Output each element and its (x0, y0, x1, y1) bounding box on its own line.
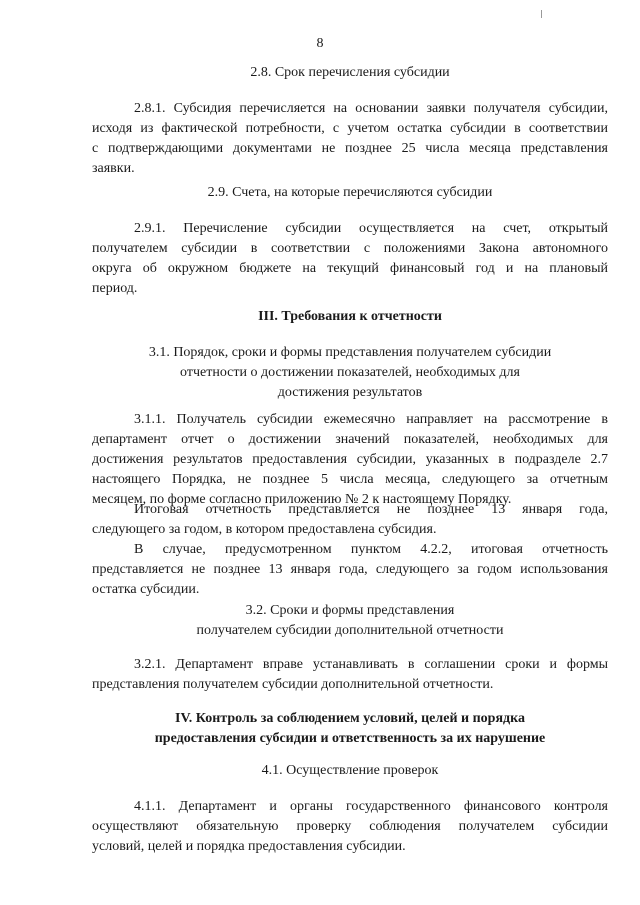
text-line: 4.1.1. Департамент и органы государственного финансового контроля (134, 799, 608, 814)
heading-line: IV. Контроль за соблюдением условий, целей и порядка (175, 711, 525, 726)
text-line: 3.2.1. Департамент вправе устанавливать в соглашении сроки и формы (134, 657, 608, 672)
paragraph-2-9-1 (92, 219, 608, 299)
text-line: заявки. (92, 161, 135, 176)
text-line: 2.9.1. Перечисление субсидии осуществляется на счет, открытый (134, 221, 608, 236)
heading-line: 3.2. Сроки и формы представления (245, 603, 455, 618)
heading-line: 3.1. Порядок, сроки и формы представления получателем субсидии (148, 345, 552, 360)
text-line: В случае, предусмотренном пунктом 4.2.2, итоговая отчетность (134, 542, 608, 557)
text-line: 2.8.1. Субсидия перечисляется на основании заявки получателя субсидии, (134, 101, 608, 116)
text-line: осуществляют обязательную проверку соблюдения получателем субсидии (92, 819, 608, 834)
paragraph-2-8-1 (92, 99, 608, 179)
paragraph-final-report (92, 500, 608, 540)
text-line: условий, целей и порядка предоставления субсидии. (92, 839, 406, 854)
heading-2-9: 2.9. Счета, на которые перечисляются субсидии (207, 185, 493, 200)
text-line: представляется не позднее 13 января года, следующего за годом использования (92, 562, 608, 577)
text-line: период. (92, 281, 138, 296)
paragraph-3-1-1 (92, 410, 608, 510)
heading-4-1: 4.1. Осуществление проверок (261, 763, 439, 778)
section-heading-IV (92, 709, 608, 749)
text-line: достижения результатов предоставления субсидии, указанных в подразделе 2.7 (92, 452, 608, 467)
paragraph-4-1-1 (92, 797, 608, 857)
text-line: Итоговая отчетность представляется не позднее 13 января года, (134, 502, 608, 517)
text-line: округа об окружном бюджете на текущий финансовый год и на плановый (92, 261, 608, 276)
text-line: департамент отчет о достижении значений показателей, необходимых для (92, 432, 608, 447)
text-line: следующего за годом, в котором предоставлена субсидия. (92, 522, 437, 537)
heading-line: получателем субсидии дополнительной отчетности (196, 623, 504, 638)
heading-line: предоставления субсидии и ответственность за их нарушение (154, 731, 546, 746)
paragraph-case-4-2-2 (92, 540, 608, 600)
heading-3-1 (92, 343, 608, 403)
text-line: представления получателем субсидии дополнительной отчетности. (92, 677, 494, 692)
section-heading-III: III. Требования к отчетности (258, 309, 442, 324)
heading-line: отчетности о достижении показателей, необходимых для (180, 365, 520, 380)
text-line: остатка субсидии. (92, 582, 200, 597)
text-line: настоящего Порядка, не позднее 5 числа месяца, следующего за отчетным (92, 472, 608, 487)
text-line: 3.1.1. Получатель субсидии ежемесячно направляет на рассмотрение в (134, 412, 608, 427)
paragraph-3-2-1 (92, 655, 608, 695)
text-line: исходя из фактической потребности, с учетом остатка субсидии в соответствии (92, 121, 608, 136)
text-line: месяцем, по форме согласно приложению № 2 к настоящему Порядку. (92, 492, 512, 507)
scan-mark (541, 10, 542, 18)
text-line: получателем субсидии в соответствии с положениями Закона автономного (92, 241, 608, 256)
page-number: 8 (316, 36, 324, 51)
text-line: с подтверждающими документами не позднее 25 числа месяца представления (92, 141, 608, 156)
heading-2-8: 2.8. Срок перечисления субсидии (250, 65, 450, 80)
heading-line: достижения результатов (277, 385, 423, 400)
heading-3-2 (92, 601, 608, 641)
